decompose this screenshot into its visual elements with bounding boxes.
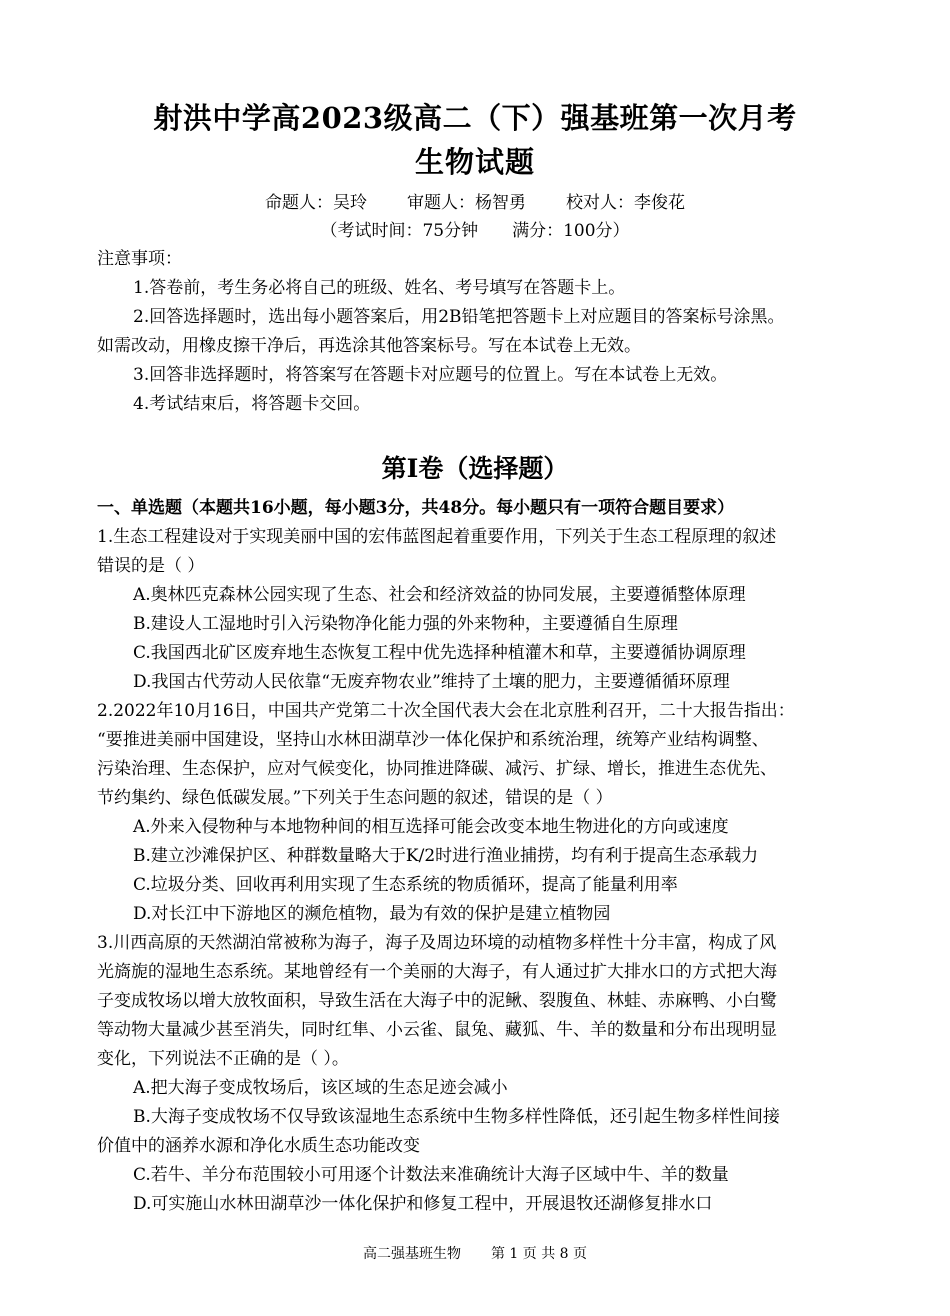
notice-item: 3.回答非选择题时，将答案写在答题卡对应题号的位置上。写在本试卷上无效。 (133, 365, 728, 385)
questions-block (97, 494, 867, 1219)
option-a: A.把大海子变成牧场后，该区域的生态足迹会减小 (133, 1078, 508, 1098)
option-d: D.可实施山水林田湖草沙一体化保护和修复工程中，开展退牧还湖修复排水口 (133, 1194, 713, 1214)
question-stem: 1.生态工程建设对于实现美丽中国的宏伟蓝图起着重要作用，下列关于生态工程原理的叙述 (97, 527, 777, 547)
notice-item: 1.答卷前，考生务必将自己的班级、姓名、考号填写在答题卡上。 (133, 278, 626, 298)
option-b: B.建立沙滩保护区、种群数量略大于K/2时进行渔业捕捞，均有利于提高生态承载力 (133, 846, 759, 866)
proofreader: 校对人：李俊花 (566, 193, 685, 213)
reviewer: 审题人：杨智勇 (407, 193, 526, 213)
exam-score: 满分：100分） (512, 221, 630, 241)
notice-item-continued: 如需改动，用橡皮擦干净后，再选涂其他答案标号。写在本试卷上无效。 (97, 336, 641, 356)
option-b: B.建设人工湿地时引入污染物净化能力强的外来物种，主要遵循自生原理 (133, 614, 678, 634)
page-footer (0, 1244, 950, 1264)
question-stem: 2.2022年10月16日，中国共产党第二十次全国代表大会在北京胜利召开，二十大报告指出： (97, 701, 795, 721)
notice-item: 4.考试结束后，将答题卡交回。 (133, 394, 371, 414)
footer-page-number: 第 1 页 共 8 页 (490, 1246, 588, 1262)
question-2 (97, 697, 867, 929)
option-d: D.对长江中下游地区的濒危植物，最为有效的保护是建立植物园 (133, 904, 611, 924)
option-c: C.若牛、羊分布范围较小可用逐个计数法来准确统计大海子区域中牛、羊的数量 (133, 1165, 729, 1185)
question-stem: “要推进美丽中国建设，坚持山水林田湖草沙一体化保护和系统治理，统筹产业结构调整、 (97, 730, 769, 750)
option-d: D.我国古代劳动人民依靠“无废弃物农业”维持了土壤的肥力，主要遵循循环原理 (133, 672, 730, 692)
question-stem: 子变成牧场以增大放牧面积，导致生活在大海子中的泥鳅、裂腹鱼、林蛙、赤麻鸭、小白鹭 (97, 991, 777, 1011)
exam-subject-title: 生物试题 (414, 145, 535, 179)
option-c: C.垃圾分类、回收再利用实现了生态系统的物质循环，提高了能量利用率 (133, 875, 678, 895)
question-stem: 污染治理、生态保护，应对气候变化，协同推进降碳、减污、扩绿、增长，推进生态优先、 (97, 759, 777, 779)
option-a: A.奥林匹克森林公园实现了生态、社会和经济效益的协同发展，主要遵循整体原理 (133, 585, 746, 605)
question-stem: 3.川西高原的天然湖泊常被称为海子，海子及周边环境的动植物多样性十分丰富，构成了风 (97, 933, 777, 953)
exam-info-line (0, 218, 950, 244)
footer-subject: 高二强基班生物 (362, 1246, 461, 1262)
notice-block (97, 245, 867, 419)
author: 命题人：吴玲 (265, 193, 367, 213)
section-title: 第I卷（选择题） (381, 454, 569, 483)
option-a: A.外来入侵物种与本地物种间的相互选择可能会改变本地生物进化的方向或速度 (133, 817, 729, 837)
question-stem: 光旖旎的湿地生态系统。某地曾经有一个美丽的大海子，有人通过扩大排水口的方式把大海 (97, 962, 777, 982)
option-b: B.大海子变成牧场不仅导致该湿地生态系统中生物多样性降低，还引起生物多样性间接 (133, 1107, 780, 1127)
option-b-continued: 价值中的涵养水源和净化水质生态功能改变 (97, 1136, 420, 1156)
question-stem: 变化，下列说法不正确的是（ ）。 (97, 1049, 349, 1069)
question-1 (97, 523, 867, 697)
part-heading: 一、单选题（本题共16小题，每小题3分，共48分。每小题只有一项符合题目要求） (97, 498, 735, 518)
exam-time: （考试时间：75分钟 (320, 221, 479, 241)
question-stem: 等动物大量减少甚至消失，同时红隼、小云雀、鼠兔、藏狐、牛、羊的数量和分布出现明显 (97, 1020, 777, 1040)
notice-heading: 注意事项： (97, 249, 182, 269)
option-c: C.我国西北矿区废弃地生态恢复工程中优先选择种植灌木和草，主要遵循协调原理 (133, 643, 746, 663)
question-stem: 错误的是（ ） (97, 556, 205, 576)
notice-item: 2.回答选择题时，选出每小题答案后，用2B铅笔把答题卡上对应题目的答案标号涂黑。 (133, 307, 785, 327)
staff-line (0, 190, 950, 216)
exam-title: 射洪中学高2023级高二（下）强基班第一次月考 (153, 101, 797, 135)
question-stem: 节约集约、绿色低碳发展。”下列关于生态问题的叙述，错误的是（ ） (97, 788, 613, 808)
question-3 (97, 929, 867, 1219)
